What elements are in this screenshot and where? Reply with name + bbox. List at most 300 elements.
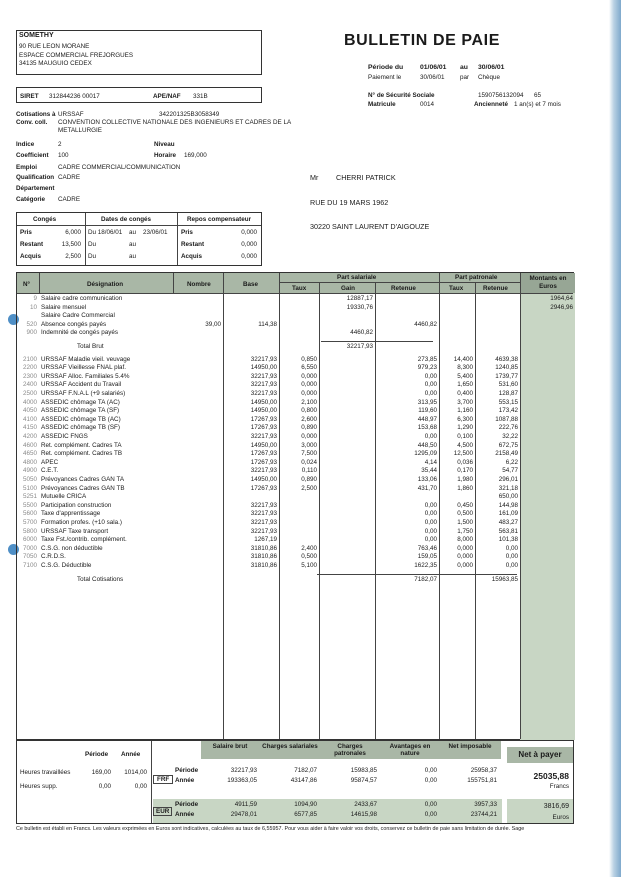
siret-value: 312844236 00017 xyxy=(49,93,100,100)
line-base: 17267,93 xyxy=(250,458,277,466)
line-taux-pat: 4,500 xyxy=(457,441,473,449)
line-designation: ASSEDIC chômage TB (SF) xyxy=(41,424,120,432)
line-retenue-pat: 101,38 xyxy=(498,536,518,544)
line-code: 900 xyxy=(26,329,37,337)
employee-street: RUE DU 19 MARS 1962 xyxy=(310,198,389,207)
conges-from: Du xyxy=(88,253,97,260)
eur-value: 14615,98 xyxy=(350,811,377,818)
line-gain: 4460,82 xyxy=(350,329,373,337)
line-taux: 2,400 xyxy=(301,544,317,552)
total-rule xyxy=(317,574,517,575)
table-row xyxy=(17,433,575,441)
line-taux-pat: 1,980 xyxy=(457,476,473,483)
payment-label: Paiement le xyxy=(368,74,402,81)
period-label: Période du xyxy=(368,64,404,71)
line-base: 14950,00 xyxy=(250,407,277,415)
line-retenue-pat: 1240,85 xyxy=(495,364,518,372)
conges-au: au xyxy=(129,241,137,248)
line-code: 2400 xyxy=(22,381,37,389)
line-code: 7100 xyxy=(22,562,37,569)
line-taux-pat: 14,400 xyxy=(453,355,473,363)
categorie-value: CADRE xyxy=(58,196,81,203)
col-montants-euros: Montants en Euros xyxy=(529,275,567,290)
conges-from: Du 18/06/01 xyxy=(88,229,123,236)
line-retenue-pat: 2158,49 xyxy=(495,450,518,458)
table-row xyxy=(17,390,575,398)
line-base: 32217,93 xyxy=(250,527,277,535)
table-row xyxy=(17,493,575,501)
table-row xyxy=(17,519,575,527)
hours-annee: 1014,00 xyxy=(124,769,147,776)
employee-name: CHERRI PATRICK xyxy=(336,173,396,182)
anciennete-label: Ancienneté xyxy=(474,101,508,108)
line-designation: APEC xyxy=(41,458,59,466)
line-retenue: 448,50 xyxy=(417,441,437,449)
line-code: 6000 xyxy=(22,536,37,544)
currency-eur: EUR xyxy=(153,807,172,816)
summary-header: Avantages en nature xyxy=(389,743,431,757)
line-taux-pat: 1,290 xyxy=(457,424,473,432)
net-frf: 25035,88 xyxy=(533,771,569,781)
line-base: 14950,00 xyxy=(250,441,277,449)
line-retenue-pat: 15963,85 xyxy=(491,575,518,583)
horaire-label: Horaire xyxy=(154,152,177,159)
line-retenue-pat: 0,00 xyxy=(505,553,518,561)
line-retenue-pat: 144,98 xyxy=(498,501,518,509)
eur-value: 2433,67 xyxy=(354,801,377,808)
table-row xyxy=(17,576,575,584)
apenaf-label: APE/NAF xyxy=(153,93,181,100)
line-code: 10 xyxy=(29,303,37,311)
line-designation: URSSAF Maladie vieil. veuvage xyxy=(41,355,131,363)
line-designation: C.R.D.S. xyxy=(41,553,66,561)
eur-periode: Période xyxy=(175,801,199,808)
anciennete-value: 1 an(s) et 7 mois xyxy=(514,101,561,108)
table-row xyxy=(17,450,575,458)
line-nombre: 39,00 xyxy=(205,320,221,328)
hours-label: Heures supp. xyxy=(20,783,58,790)
frf-value: 43147,86 xyxy=(290,777,317,784)
line-designation: Mutuelle CRICA xyxy=(41,493,87,501)
line-code: 4900 xyxy=(22,467,37,475)
repos-value: 0,000 xyxy=(241,241,257,248)
line-taux-pat: 0,450 xyxy=(457,501,473,509)
secu-label: N° de Sécurité Sociale xyxy=(368,92,435,99)
line-designation: C.S.G. non déductible xyxy=(41,544,103,552)
conges-to: 23/06/01 xyxy=(143,229,168,236)
col-gain: Gain xyxy=(341,285,355,292)
table-row xyxy=(17,485,575,493)
line-taux: 3,000 xyxy=(301,441,317,449)
currency-frf: FRF xyxy=(153,775,173,784)
line-gain: 12887,17 xyxy=(346,295,373,302)
table-row xyxy=(17,424,575,432)
line-code: 5050 xyxy=(22,476,37,483)
horaire-value: 169,000 xyxy=(184,152,207,159)
departement-label: Département xyxy=(16,185,55,192)
line-taux: 0,000 xyxy=(301,433,317,440)
line-designation: ASSEDIC chômage TB (AC) xyxy=(41,415,121,423)
line-base: 17267,93 xyxy=(250,424,277,432)
line-retenue-pat: 296,01 xyxy=(498,476,518,483)
line-designation: Prévoyances Cadres GAN TA xyxy=(41,476,125,483)
line-taux: 0,000 xyxy=(301,390,317,397)
line-retenue-pat: 128,87 xyxy=(498,390,518,397)
repos-label: Pris xyxy=(181,229,193,236)
col-part-patronale: Part patronale xyxy=(455,274,498,281)
line-designation: URSSAF Accident du Travail xyxy=(41,381,122,389)
line-base: 32217,93 xyxy=(250,355,277,363)
cotisations-number: 342201325B3058349 xyxy=(159,111,220,118)
line-retenue: 4,14 xyxy=(424,458,437,466)
repos-value: 0,000 xyxy=(241,253,257,260)
line-designation: Participation construction xyxy=(41,501,112,509)
employer-address-3: 34135 MAUGUIO CEDEX xyxy=(19,60,92,67)
siret-label: SIRET xyxy=(20,93,39,100)
line-code: 2300 xyxy=(22,372,37,380)
niveau-label: Niveau xyxy=(154,141,175,148)
line-designation: Salaire Cadre Commercial xyxy=(41,312,115,320)
line-retenue-pat: 4639,38 xyxy=(495,355,518,363)
line-retenue: 0,00 xyxy=(424,372,437,380)
line-designation: Ret. complément. Cadres TB xyxy=(41,450,123,458)
net-a-payer-label: Net à payer xyxy=(507,747,573,763)
line-designation: URSSAF Alloc. Familiales 5.4% xyxy=(41,372,130,380)
eur-annee: Année xyxy=(175,811,195,818)
line-code: 4200 xyxy=(22,433,37,440)
line-designation: Prévoyances Cadres GAN TB xyxy=(41,484,125,492)
line-code: 2100 xyxy=(22,355,37,363)
table-row xyxy=(17,312,575,320)
line-base: 14950,00 xyxy=(250,364,277,372)
line-retenue-pat: 531,60 xyxy=(498,381,518,389)
col-n: N° xyxy=(23,281,31,288)
line-taux: 6,550 xyxy=(301,364,317,372)
line-code: 5600 xyxy=(22,510,37,518)
footer-annee-label: Année xyxy=(121,751,141,758)
line-base: 31810,86 xyxy=(250,562,277,569)
summary-header: Net imposable xyxy=(448,743,492,750)
line-taux: 0,800 xyxy=(301,407,317,415)
line-base: 31810,86 xyxy=(250,553,277,561)
table-row xyxy=(17,321,575,329)
footer-periode-label: Période xyxy=(85,751,109,758)
line-taux-pat: 0,100 xyxy=(457,433,473,440)
table-row xyxy=(17,476,575,484)
line-designation: Total Brut xyxy=(77,343,104,350)
line-base: 114,38 xyxy=(258,320,277,328)
payment-block xyxy=(368,74,501,81)
coefficient-label: Coefficient xyxy=(16,152,49,159)
line-taux: 0,500 xyxy=(301,553,317,561)
line-taux: 5,100 xyxy=(301,562,317,569)
line-base: 1267,19 xyxy=(254,536,277,544)
line-euros: 1964,64 xyxy=(550,295,573,302)
line-taux-pat: 1,500 xyxy=(457,519,473,526)
conges-row-value: 6,000 xyxy=(65,229,81,236)
line-retenue-pat: 6,22 xyxy=(505,458,518,466)
indice-label: Indice xyxy=(16,141,35,148)
line-code: 2500 xyxy=(22,390,37,397)
line-code: 9 xyxy=(33,295,37,302)
repos-label: Acquis xyxy=(181,253,202,260)
line-retenue: 0,00 xyxy=(424,519,437,526)
line-base: 17267,93 xyxy=(250,415,277,423)
line-code: 520 xyxy=(26,320,37,328)
line-retenue-pat: 672,75 xyxy=(498,441,518,449)
table-row xyxy=(17,562,575,570)
total-rule xyxy=(321,341,433,342)
frf-annee: Année xyxy=(175,777,195,784)
conges-box xyxy=(16,212,262,266)
line-designation: ASSEDIC chômage TA (AC) xyxy=(41,398,120,406)
line-taux-pat: 0,500 xyxy=(457,510,473,518)
table-row xyxy=(17,416,575,424)
document-title: BULLETIN DE PAIE xyxy=(344,32,500,49)
disclaimer: Ce bulletin est établi en Francs. Les valeurs exprimées en Euros sont indicatives, calculées au taux de 6,55957. Pour vous aider à faire valoir vos droits, conservez ce bulletin de paie sans limitation de durée. Sage xyxy=(16,826,525,832)
line-base: 32217,93 xyxy=(250,519,277,526)
line-designation: ASSEDIC chômage TA (SF) xyxy=(41,407,120,415)
line-designation: URSSAF F.N.A.L (+9 salariés) xyxy=(41,390,126,397)
line-retenue: 1622,35 xyxy=(414,562,437,569)
period-to: 30/06/01 xyxy=(478,64,505,71)
line-retenue: 313,95 xyxy=(417,398,437,406)
table-row xyxy=(17,295,575,303)
line-code: 5100 xyxy=(22,484,37,492)
matricule-value: 0014 xyxy=(420,101,435,108)
secu-block xyxy=(368,92,542,99)
line-retenue-pat: 1739,77 xyxy=(495,372,518,380)
frf-value: 193363,05 xyxy=(227,777,257,784)
employer-address-1: 90 RUE LEON MORANE xyxy=(19,43,90,50)
line-designation: URSSAF Taxe transport xyxy=(41,527,109,535)
line-retenue: 763,46 xyxy=(417,544,437,552)
line-code: 5700 xyxy=(22,519,37,526)
line-retenue-pat: 0,00 xyxy=(505,544,518,552)
line-taux-pat: 5,400 xyxy=(457,372,473,380)
conges-row-label: Pris xyxy=(20,229,32,236)
line-retenue-pat: 553,15 xyxy=(498,398,518,406)
frf-value: 25958,37 xyxy=(470,767,497,774)
line-retenue-pat: 0,00 xyxy=(505,562,518,569)
cotisations-value: URSSAF xyxy=(58,111,84,118)
emploi-value: CADRE COMMERCIAL/COMMUNICATION xyxy=(58,164,181,171)
line-taux-pat: 3,700 xyxy=(457,398,473,406)
eur-value: 23744,21 xyxy=(470,811,497,818)
line-code: 4050 xyxy=(22,407,37,415)
conges-row-value: 2,500 xyxy=(65,253,81,260)
employee-city: 30220 SAINT LAURENT D'AIGOUZE xyxy=(310,222,430,231)
line-base: 32217,93 xyxy=(250,433,277,440)
convention-value: CONVENTION COLLECTIVE NATIONALE DES INGENIEURS ET CADRES DE LA METALLURGIE xyxy=(58,119,291,134)
table-row xyxy=(17,356,575,364)
matricule-label: Matricule xyxy=(368,101,396,108)
period-au: au xyxy=(460,64,468,71)
line-taux-pat: 0,170 xyxy=(457,467,473,475)
repos-value: 0,000 xyxy=(241,229,257,236)
frf-value: 95874,57 xyxy=(350,777,377,784)
conges-au: au xyxy=(129,253,137,260)
eur-value: 0,00 xyxy=(424,801,437,808)
line-base: 14950,00 xyxy=(250,476,277,483)
line-retenue: 1295,09 xyxy=(414,450,437,458)
line-taux-pat: 8,000 xyxy=(457,536,473,544)
line-base: 32217,93 xyxy=(250,381,277,389)
line-retenue: 0,00 xyxy=(424,527,437,535)
summary-header: Salaire brut xyxy=(212,743,248,750)
line-taux-pat: 1,750 xyxy=(457,527,473,535)
line-designation: Salaire mensuel xyxy=(41,303,87,311)
table-row xyxy=(17,442,575,450)
conges-row-label: Restant xyxy=(20,241,44,248)
line-retenue: 0,00 xyxy=(424,381,437,389)
line-taux-pat: 0,000 xyxy=(457,544,473,552)
line-taux: 7,500 xyxy=(301,450,317,458)
line-designation: Absence congés payés xyxy=(41,320,107,328)
line-retenue: 0,00 xyxy=(424,536,437,544)
line-retenue-pat: 563,81 xyxy=(498,527,518,535)
table-row xyxy=(17,373,575,381)
line-retenue-pat: 483,27 xyxy=(498,519,518,526)
line-taux: 0,890 xyxy=(301,476,317,483)
matricule-block xyxy=(368,101,561,108)
line-code: 7000 xyxy=(22,544,37,552)
line-taux: 0,890 xyxy=(301,424,317,432)
line-retenue: 159,05 xyxy=(417,553,437,561)
col-retenue: Retenue xyxy=(391,285,416,292)
table-row xyxy=(17,459,575,467)
line-base: 32217,93 xyxy=(250,501,277,509)
eur-value: 0,00 xyxy=(424,811,437,818)
table-row xyxy=(17,536,575,544)
line-taux: 0,000 xyxy=(301,372,317,380)
line-gain: 19330,76 xyxy=(346,303,373,311)
coefficient-value: 100 xyxy=(58,152,69,159)
eur-value: 3957,33 xyxy=(474,801,497,808)
conges-row-value: 13,500 xyxy=(61,241,81,248)
table-row xyxy=(17,407,575,415)
line-taux-pat: 8,300 xyxy=(457,364,473,372)
repos-header: Repos compensateur xyxy=(187,216,252,223)
col-base: Base xyxy=(243,281,259,288)
line-designation: Indemnité de congés payés xyxy=(41,329,119,337)
line-taux-pat: 6,300 xyxy=(457,415,473,423)
payroll-table xyxy=(16,272,574,740)
line-taux: 0,110 xyxy=(301,467,317,475)
net-eur-currency: Euros xyxy=(552,814,569,821)
categorie-label: Catégorie xyxy=(16,196,46,203)
table-row xyxy=(17,545,575,553)
col-part-salariale: Part salariale xyxy=(337,274,377,281)
qualification-value: CADRE xyxy=(58,174,81,181)
line-taux: 2,600 xyxy=(301,415,317,423)
summary-header: Charges salariales xyxy=(262,743,318,750)
table-row xyxy=(17,364,575,372)
table-row xyxy=(17,467,575,475)
line-base: 32217,93 xyxy=(250,390,277,397)
secu-key: 65 xyxy=(534,92,542,99)
line-taux-pat: 0,000 xyxy=(457,553,473,561)
line-retenue-pat: 321,18 xyxy=(498,484,518,492)
line-code: 4600 xyxy=(22,441,37,449)
conges-from: Du xyxy=(88,241,97,248)
table-row xyxy=(17,502,575,510)
line-retenue: 0,00 xyxy=(424,433,437,440)
line-base: 32217,93 xyxy=(250,510,277,518)
line-code: 2200 xyxy=(22,364,37,372)
emploi-label: Emploi xyxy=(16,164,37,171)
secu-value: 1590756132094 xyxy=(478,92,524,99)
col-nombre: Nombre xyxy=(187,281,211,288)
siret-box xyxy=(16,87,262,103)
line-code: 4100 xyxy=(22,415,37,423)
line-code: 5251 xyxy=(22,493,37,501)
line-retenue-pat: 54,77 xyxy=(502,467,518,475)
hours-label: Heures travaillées xyxy=(20,769,71,776)
line-code: 5800 xyxy=(22,527,37,535)
line-retenue: 119,60 xyxy=(418,407,437,415)
eur-value: 1094,90 xyxy=(294,801,317,808)
col-designation: Désignation xyxy=(87,281,124,288)
employee-civ: Mr xyxy=(310,173,319,182)
col-taux-pat: Taux xyxy=(449,285,464,292)
line-base: 17267,93 xyxy=(250,450,277,458)
table-row xyxy=(17,510,575,518)
line-taux-pat: 12,500 xyxy=(453,450,473,458)
line-retenue-pat: 173,42 xyxy=(498,407,518,415)
eur-value: 6577,85 xyxy=(294,811,317,818)
line-base: 32217,93 xyxy=(250,372,277,380)
qualification-label: Qualification xyxy=(16,174,55,181)
period-block xyxy=(368,64,505,71)
line-code: 4000 xyxy=(22,398,37,406)
indice-value: 2 xyxy=(58,141,62,148)
line-taux-pat: 0,400 xyxy=(457,390,473,397)
table-row xyxy=(17,343,575,351)
line-code: 4650 xyxy=(22,450,37,458)
employer-name: SOMETHY xyxy=(19,32,54,39)
line-designation: URSSAF Vieillesse FNAL plaf. xyxy=(41,364,127,372)
line-retenue-pat: 1087,88 xyxy=(495,415,518,423)
table-row xyxy=(17,553,575,561)
line-designation: C.S.G. Déductible xyxy=(41,562,92,569)
line-taux: 0,000 xyxy=(301,381,317,389)
table-row xyxy=(17,329,575,337)
frf-value: 0,00 xyxy=(424,777,437,784)
line-retenue: 35,44 xyxy=(421,467,437,475)
repos-label: Restant xyxy=(181,241,205,248)
col-retenue-pat: Retenue xyxy=(483,285,508,292)
payroll-lines xyxy=(17,295,575,735)
line-retenue-pat: 32,22 xyxy=(502,433,518,440)
line-code: 5500 xyxy=(22,501,37,509)
net-frf-currency: Francs xyxy=(549,783,569,790)
frf-value: 7182,07 xyxy=(294,767,317,774)
line-gain: 32217,93 xyxy=(346,343,373,350)
frf-label-box xyxy=(153,763,199,795)
convention-label: Conv. coll. xyxy=(16,119,48,126)
line-retenue-pat: 650,00 xyxy=(498,493,518,501)
eur-value: 4911,59 xyxy=(234,801,257,808)
line-retenue: 133,06 xyxy=(417,476,437,483)
line-designation: Total Cotisations xyxy=(77,575,124,583)
table-row xyxy=(17,528,575,536)
hours-periode: 0,00 xyxy=(98,783,111,790)
footer-summary xyxy=(16,740,574,824)
line-taux-pat: 1,160 xyxy=(457,407,473,415)
scan-edge xyxy=(609,0,621,877)
payment-date: 30/06/01 xyxy=(420,74,445,81)
